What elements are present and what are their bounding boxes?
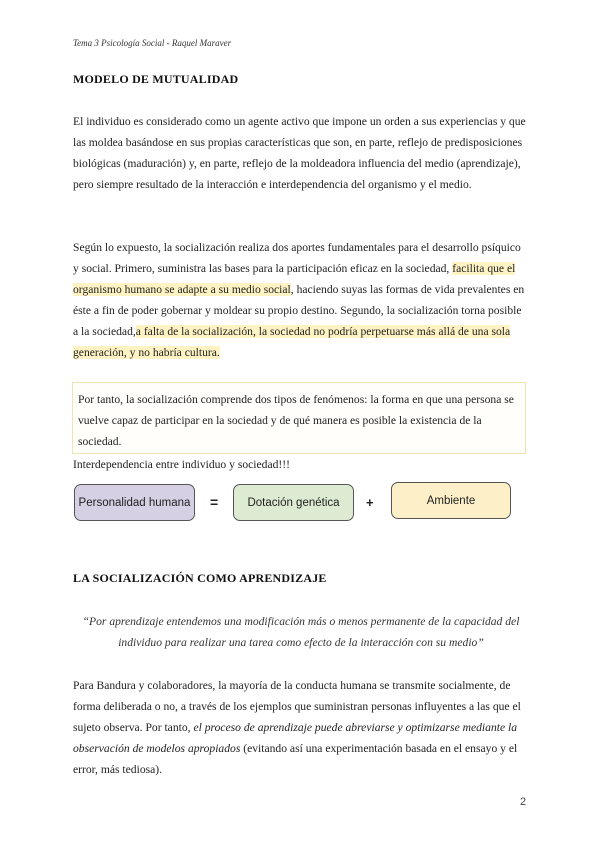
paragraph-text: Para Bandura y colaboradores, la mayoría de la conducta humana se transmite socialmente, de forma deliberada o no, a través de los ejemplos que suministran personas influyentes a las que el sujeto observa. Por tanto, — [73, 679, 521, 734]
diagram-box-personalidad — [74, 484, 195, 521]
section-title-mutualidad: MODELO DE MUTUALIDAD — [73, 72, 239, 86]
paragraph-text: Según lo expuesto, la socialización realiza dos aportes fundamentales para el desarrollo psíquico y social. Primero, suministra las bases para la participación eficaz en la sociedad, — [73, 241, 521, 275]
paragraph-text: (evitando así una experimentación basada en el ensayo y el error, más tediosa). — [73, 742, 518, 776]
page-header: Tema 3 Psicología Social - Raquel Maraver — [73, 38, 232, 48]
plus-sign: + — [366, 495, 374, 510]
interdependence-line: Interdependencia entre individuo y sociedad!!! — [73, 458, 290, 471]
section-title-aprendizaje: LA SOCIALIZACIÓN COMO APRENDIZAJE — [73, 571, 327, 585]
page-number: 2 — [520, 796, 527, 808]
highlight-text: facilita que el organismo humano se adapte a su medio social — [73, 262, 516, 296]
highlight-text: a falta de la socialización, la sociedad no podría perpetuarse más allá de una sola generación, y no habría cultura. — [73, 325, 511, 359]
diagram-label: Ambiente — [426, 494, 476, 507]
diagram-label: Dotación genética — [247, 496, 340, 509]
diagram-box-ambiente — [391, 482, 511, 519]
paragraph-bandura — [73, 675, 529, 780]
note-box: Por tanto, la socialización comprende dos tipos de fenómenos: la forma en que una persona se vuelve capaz de participar en la sociedad y de qué manera es posible la existencia de la sociedad. — [72, 382, 526, 454]
italic-text: el proceso de aprendizaje puede abreviarse y optimizarse mediante la observación de modelos apropiados — [73, 721, 518, 755]
learning-quote: “Por aprendizaje entendemos una modificación más o menos permanente de la capacidad del individuo para realizar una tarea como efecto de la interacción con su medio” — [82, 615, 520, 649]
paragraph-text: , haciendo suyas las formas de vida prevalentes en éste a fin de poder gobernar y moldear su propio destino. Segundo, la socialización torna posible a la sociedad, — [73, 283, 525, 338]
paragraph-socializacion-aportes — [73, 237, 529, 363]
diagram-label: Personalidad humana — [78, 496, 191, 509]
diagram-box-dotacion — [233, 484, 354, 521]
paragraph-individuo: El individuo es considerado como un agente activo que impone un orden a sus experiencias y que las moldea basándose en sus propias características que son, en parte, reflejo de predisposiciones biológicas (maduración) y, en parte, reflejo de la moldeadora influencia del medio (aprendizaje), pero siempre resultado de la interacción e interdependencia del organismo y el medio. — [73, 115, 526, 191]
equals-sign: = — [210, 494, 219, 510]
